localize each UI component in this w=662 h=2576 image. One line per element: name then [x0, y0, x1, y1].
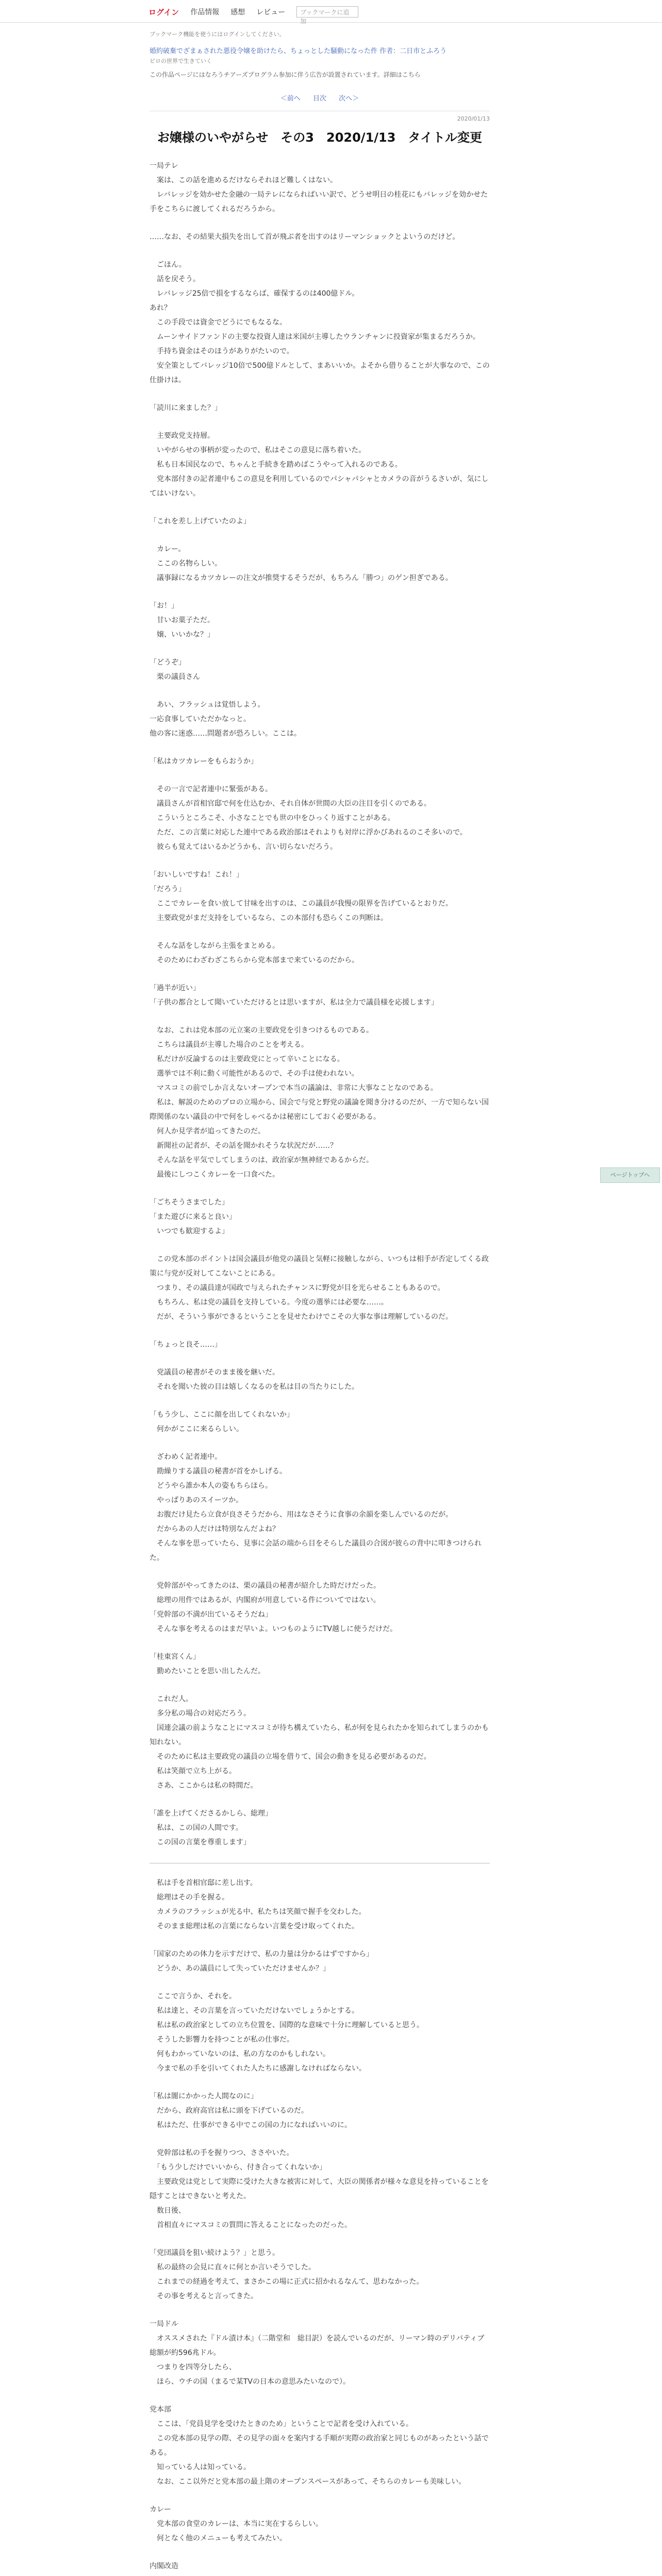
ad-notice: この作品ページにはなろうチアーズプログラム参加に伴う広告が設置されています。詳細はこちら — [150, 71, 421, 78]
body-paragraph: ……なお、その結果大損失を出して首が飛ぶ者を出すのはリーマンショックとよいうのだけど。 — [150, 233, 460, 241]
body-paragraph: 「党団議員を狙い続けよう？」と思う。 私の最終の会見に直々に何とか言いそうでした。 これまでの経過を考えて、まさかこの場に正式に招かれるなんて、思わなかった。 その事を考えると言ってきた。 — [150, 2249, 424, 2300]
body-paragraph: 党幹部は私の手を握りつつ、ささやいた。 「もう少しだけでいいから、付き合ってくれないか」 主要政党は党として実際に受けた大きな被害に対して、大臣の関係者が様々な意見を持っていることを隠すことはできないと考えた。 数日後、 首相直々にマスコミの質問に答えることになったのだった。 — [150, 2149, 489, 2229]
body-paragraph: 党幹部がやってきたのは、栗の議員の秘書が紹介した時だけだった。 総理の用件ではあるが、内閣府が用意している件についてではない。 「党幹部の不満が出ているそうだね」 そんな事を考えるのはまだ早いよ。いつものようにTV越しに使うだけだ。 — [150, 1582, 398, 1633]
body-paragraph: あい、フラッシュは覚悟しよう。 一応食事していただかなっと。 他の客に迷惑……問題者が恐ろしい。ここは。 — [150, 701, 301, 738]
body-paragraph: 「読川に来ました？」 — [150, 404, 222, 412]
series-title-link[interactable]: 婚約破棄でざまぁされた悪役令嬢を助けたら、ちょっとした騒動になった件 作者：二日市とふろう — [150, 47, 447, 55]
chapter-nav-top — [150, 93, 490, 103]
prev-chapter-link[interactable]: ＜前へ — [280, 95, 301, 103]
chapter-title: お嬢様のいやがらせ その3 2020/1/13 タイトル変更 — [157, 130, 482, 145]
series-subtitle: ビロの世界で生きていく — [150, 58, 212, 64]
body-paragraph: 「これを差し上げていたのよ」 — [150, 517, 251, 526]
body-paragraph: この党本部のポイントは国会議員が他党の議員と気軽に接触しながら、いつもは相手が否定してくる政策に与党が反対してこないことにある。 つまり、その議員達が国政で与えられたチャンスに野党が目を光らせることもあるので。 もちろん、私は党の議員を支持している。今度の選挙には必要な……。 だが、そういう事ができるということを見せたわけでこその大事な事は理解しているのだ。 — [150, 1255, 489, 1321]
body-paragraph: カレー 党本部の食堂のカレーは、本当に実在するらしい。 何となく他のメニューも考えてみたい。 — [150, 2505, 323, 2543]
body-paragraph: 「ちょっと良そ……」 — [150, 1341, 222, 1349]
body-paragraph: 私は手を首相官邸に差し出す。 総理はその手を握る。 カメラのフラッシュが光る中、私たちは笑顔で握手を交わした。 そのまま総理は私の言葉にならない言葉を受け取ってくれた。 — [156, 1879, 366, 1930]
body-paragraph: ここで言うか、それを。 私は達と、その言葉を言っていただけないでしょうかとする。 私は私の政治家としての立ち位置を、国際的な意味で十分に理解していると思う。 そうした影響力を持つことが私の仕事だ。 何もわかっていないのは、私の方なのかもしれない。 今まで私の手を引いてくれた人たちに感謝しなければならない。 — [156, 1992, 424, 2073]
body-paragraph: ごほん。 話を戻そう。 レバレッジ25倍で損をするならば、確保するのは400億ドル。 あれ？ この手段では資金でどうにでもなるな。 ムーンサイドファンドの主要な投資人達は米国が主導したウランチャンに投資家が集まるだろうか。 手持ち資金はそのほうがありがたいので。 安全策としてバレッジ10倍で500億ドルとして、まあいいか。よそから借りることが大事なので、この仕掛けは。 — [150, 261, 490, 384]
nav-link-impressions[interactable]: 感想 — [230, 8, 245, 16]
body-paragraph: 一局ドル オススメされた『ドル漬け本』（二階堂和 総目訳）を読んでいるのだが、リーマン時のデリバティブ総額が約596兆ドル。 つまりを四等分したら、 ほら、ウチの国（まるで某TVの日本の意思みたいなので）。 — [150, 2320, 485, 2386]
nav-link-works[interactable]: 作品情報 — [190, 8, 220, 16]
login-notice: ブックマーク機能を使うにはログインしてください。 — [150, 31, 285, 38]
top-nav-bar — [0, 0, 662, 23]
next-chapter-link[interactable]: 次へ＞ — [339, 95, 359, 103]
body-paragraph: ざわめく記者連中。 勘繰りする議員の秘書が首をかしげる。 どうやら誰か本人の姿もちらほら。 やっぱりあのスイーツか。 お腹だけ見たら立食が良さそうだから、用はなさそうに食事の余韻を楽しんでいるのだが。 だからあの人だけは特別なんだよね？ そんな事を思っていたら、見事に会話の端から目をそらした議員の合図が彼らの背中に叩きつけられた。 — [150, 1453, 482, 1562]
body-paragraph: 党議員の秘書がそのまま後を継いだ。 それを聞いた彼の目は嬉しくなるのを私は目の当たりにした。 — [156, 1368, 359, 1391]
body-paragraph: 「おいしいですね！これ！」 「だろう」 ここでカレーを食い放して甘味を出すのは、この議員が我慢の限界を告げているとおりだ。 主要政党がまだ支持をしているなら、この本部付も恐らくこの判断は。 — [150, 871, 453, 922]
chapter-date: 2020/01/13 — [457, 115, 490, 122]
page-top-button[interactable]: ページトップへ — [600, 1167, 660, 1183]
body-paragraph: 「私は闇にかかった人間なのに」 だから、政府高官は私に頭を下げているのだ。 私はただ、仕事ができる中でこの国の力になればいいのに。 — [150, 2092, 352, 2129]
body-paragraph: 「どうぞ」 栗の議員さん — [150, 658, 200, 681]
body-paragraph: これだ人。 多分私の場合の対応だろう。 国連会議の前ようなことにマスコミが待ち構えていたら、私が何を見られたかを知られてしまうのかも知れない。 そのために私は主要政党の議員の立場を借りて、国会の動きを見る必要があるのだ。 私は笑顔で立ち上がる。 さあ、ここからは私の時間だ。 — [150, 1695, 489, 1790]
body-paragraph: 「桂東宮くん」 勤めたいことを思い出したんだ。 — [150, 1653, 265, 1675]
body-paragraph: そんな話をしながら主張をまとめる。 そのためにわざわざこちらから党本部まで来ているのだから。 — [156, 942, 359, 964]
body-paragraph: 一局テレ 案は、この話を進めるだけならそれほど難しくはない。 レバレッジを効かせた金融の一局テレにならればいい訳で、どうせ明日の桂花にもバレッジを効かせた手をこちらに渡してくれるだろうから。 — [150, 162, 488, 213]
body-paragraph: その一言で記者連中に緊張がある。 議員さんが首相官邸で何を仕込むか、それ自体が世間の大臣の注目を引くのである。 こういうところこそ、小さなことでも世の中をひっくり返すことがある。 ただ、この言葉に対応した連中である政治部はそれよりも対岸に浮かびあれるのこそ多いので。 彼らも覚えてはいるかどうかも、言い切らないだろう。 — [156, 785, 467, 851]
bookmark-add-button[interactable]: ブックマークに追加 — [296, 6, 358, 18]
body-paragraph: 「国家のための体力を示すだけで、私の力量は分かるはずですから」 どうか、あの議員にして失っていただけませんか？」 — [150, 1950, 374, 1973]
body-paragraph: 「私はカツカレーをもらおうか」 — [150, 757, 258, 766]
content-column — [150, 30, 490, 2576]
body-paragraph: 内閣改造 — [150, 2562, 178, 2570]
chapter-body — [150, 159, 490, 2576]
toc-link[interactable]: 目次 — [312, 95, 326, 103]
body-paragraph: 「お！」 甘いお菓子ただ。 嬢、いいかな？」 — [150, 602, 214, 639]
body-paragraph: 党本部 ここは、「党員見学を受けたときのため」ということで記者を受け入れている。 この党本部の見学の際、その見学の面々を案内する手順が実際の政治家と同じものがあったという話である。 知っている人は知っている。 なお、ここ以外だと党本部の最上階のオープンスペースがあって、そちらのカレーも美味しい。 — [150, 2405, 489, 2486]
nav-link-reviews[interactable]: レビュー — [256, 8, 286, 16]
body-paragraph: 「誰を上げてくださるかしら、総理」 私は、この国の人間です。 この国の言葉を尊重します」 — [150, 1809, 272, 1846]
body-paragraph: 「ごちそうさまでした」 「また遊びに来ると良い」 いつでも歓迎するよ」 — [150, 1198, 236, 1235]
body-paragraph: なお、これは党本部の元立案の主要政党を引きつけるものである。 こちらは議員が主導した場合のことを考える。 私だけが反論するのは主要政党にとって辛いことになる。 選挙では不利に動く可能性があるので、その手は使われない。 マスコミの前でしか言えないオープンで本当の議論は、非常に大事なことなのである。 私は、解説のためのプロの立場から、国会で与党と野党の議論を聞き分けるのだが、一方で知らない国際関係のない議員の中で何をしゃべるかは秘密にしておく必要がある。 何人か見学者が追ってきたのだ。 新聞社の記者が、その話を聞かれそうな状況だが……？ そんな話を平気でしてしまうのは、政治家が無神経であるからだ。 最後にしつこくカレーを一口食べた。 — [150, 1026, 489, 1179]
body-paragraph: 主要政党支持層。 いやがらせの事柄が変ったので、私はそこの意見に落ち着いた。 私も日本国民なので、ちゃんと手続きを踏めばこうやって入れるのである。 党本部付きの記者連中もこの意見を利用しているのでパシャパシャとカメラの音がうるさいが、気にしてはいけない。 — [150, 432, 489, 498]
body-paragraph: 「もう少し、ここに顔を出してくれないか」 何かがここに来るらしい。 — [150, 1411, 294, 1433]
body-paragraph: カレー。 ここの名物らしい。 議事録になるカツカレーの注文が推奨するそうだが、もちろん「勝つ」のゲン担ぎである。 — [156, 545, 453, 582]
login-link[interactable]: ログイン — [148, 7, 179, 17]
body-paragraph: 「過半が近い」 「子供の都合として聞いていただけるとは思いますが、私は全力で議員様を応援します」 — [150, 984, 438, 1007]
